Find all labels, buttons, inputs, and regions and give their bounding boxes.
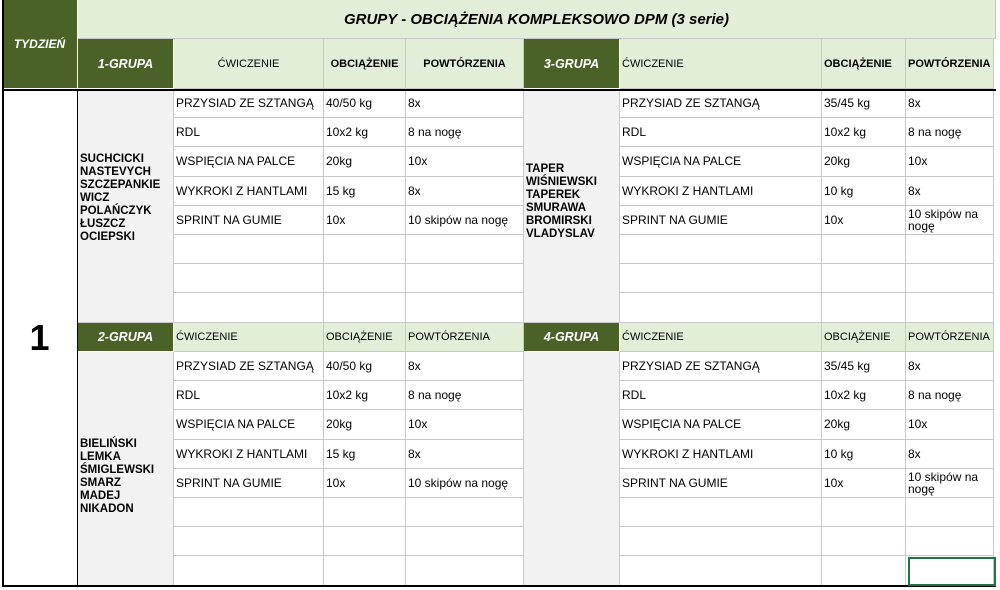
load-cell[interactable] (822, 235, 906, 264)
col-exercise-label: ĆWICZENIE (217, 57, 280, 70)
exercise-name: SPRINT NA GUMIE (622, 475, 728, 490)
exercise-cell[interactable] (620, 498, 822, 527)
reps-cell[interactable] (406, 469, 524, 498)
load-value: 10x2 kg (824, 125, 867, 140)
reps-value: 10x (908, 154, 928, 169)
reps-cell[interactable] (406, 264, 524, 293)
exercise-name: SPRINT NA GUMIE (176, 475, 282, 490)
exercise-cell[interactable] (620, 410, 822, 439)
load-value: 20kg (824, 417, 851, 432)
reps-cell[interactable] (406, 498, 524, 527)
group-3-members-list (80, 438, 154, 516)
reps-value: 8x (908, 96, 921, 111)
exercise-cell[interactable] (174, 235, 324, 264)
member-name: SMURAWA (526, 202, 587, 215)
load-cell[interactable] (822, 89, 906, 118)
load-cell[interactable] (822, 352, 906, 381)
group-2-members-list (526, 163, 597, 241)
exercise-cell[interactable] (620, 440, 822, 469)
reps-cell[interactable] (906, 177, 994, 206)
reps-value: 10 skipów na nogę (408, 212, 509, 227)
load-value: 15 kg (326, 446, 356, 461)
reps-cell[interactable] (906, 264, 994, 293)
group-4-col-exercise-header[interactable] (620, 323, 822, 352)
reps-cell[interactable] (906, 381, 994, 410)
load-cell[interactable] (822, 469, 906, 498)
col-exercise-label: ĆWICZENIE (622, 331, 684, 343)
exercise-cell[interactable] (620, 264, 822, 293)
col-exercise-label: ĆWICZENIE (622, 57, 684, 70)
col-reps-label: POWTÓRZENIA (908, 331, 990, 343)
exercise-cell[interactable] (620, 381, 822, 410)
exercise-name: PRZYSIAD ZE SZTANGĄ (176, 359, 314, 374)
exercise-name: WSPIĘCIA NA PALCE (176, 154, 296, 169)
exercise-name: WYKROKI Z HANTLAMI (622, 183, 754, 198)
member-name: NIKADON (80, 503, 134, 516)
load-cell[interactable] (822, 293, 906, 322)
load-cell[interactable] (324, 381, 406, 410)
col-load-label: OBCIĄŻENIE (326, 331, 393, 343)
col-load-label: OBCIĄŻENIE (824, 331, 891, 343)
member-name: VLADYSLAV (526, 228, 595, 241)
load-value: 10x (824, 475, 844, 490)
reps-value: 8x (408, 183, 421, 198)
group-3-col-reps-header[interactable] (406, 323, 524, 352)
group-2-name: 3-GRUPA (543, 56, 600, 71)
exercise-cell[interactable] (174, 410, 324, 439)
reps-cell[interactable] (906, 527, 994, 556)
exercise-name: RDL (176, 388, 201, 403)
group-4-members-cell[interactable] (524, 352, 620, 586)
load-cell[interactable] (822, 206, 906, 235)
exercise-name: WSPIĘCIA NA PALCE (622, 154, 742, 169)
load-cell[interactable] (324, 469, 406, 498)
reps-cell[interactable] (906, 440, 994, 469)
load-value: 10 kg (824, 446, 854, 461)
member-name: LEMKA (80, 451, 121, 464)
reps-cell[interactable] (406, 89, 524, 118)
load-cell[interactable] (324, 89, 406, 118)
load-value: 10x (326, 475, 346, 490)
group-4-col-reps-header[interactable] (906, 323, 994, 352)
exercise-cell[interactable] (620, 469, 822, 498)
reps-cell[interactable] (906, 410, 994, 439)
member-name: ŚMIGLEWSKI (80, 464, 155, 477)
reps-cell[interactable] (406, 118, 524, 147)
reps-value: 8 na nogę (908, 388, 962, 403)
week-header-cell[interactable] (2, 0, 78, 89)
exercise-name: WYKROKI Z HANTLAMI (176, 446, 308, 461)
group-1-name: 1-GRUPA (97, 56, 154, 71)
selected-cell-outline[interactable] (908, 557, 996, 586)
member-name: BROMIRSKI (526, 215, 592, 228)
load-value: 10x (326, 212, 346, 227)
load-cell[interactable] (324, 118, 406, 147)
reps-value: 8x (408, 446, 421, 461)
member-name: POLAŃCZYK (80, 204, 152, 217)
load-cell[interactable] (324, 235, 406, 264)
exercise-cell[interactable] (174, 177, 324, 206)
group-2-col-exercise-header[interactable] (620, 39, 822, 89)
reps-cell[interactable] (906, 352, 994, 381)
exercise-name: RDL (622, 388, 647, 403)
load-value: 40/50 kg (326, 96, 373, 111)
group-4-col-load-header[interactable] (822, 323, 906, 352)
group-1-header[interactable] (78, 39, 174, 89)
group-1-col-reps-header[interactable] (406, 39, 524, 89)
col-reps-label: POWTÓRZENIA (408, 331, 490, 343)
exercise-cell[interactable] (174, 352, 324, 381)
frame-top-border (2, 89, 996, 91)
load-cell[interactable] (324, 527, 406, 556)
load-value: 10x (824, 212, 844, 227)
exercise-cell[interactable] (620, 206, 822, 235)
load-cell[interactable] (822, 381, 906, 410)
group-2-col-reps-header[interactable] (906, 39, 994, 89)
reps-value: 8 na nogę (908, 125, 962, 140)
load-value: 35/45 kg (824, 96, 871, 111)
exercise-cell[interactable] (174, 118, 324, 147)
exercise-cell[interactable] (174, 89, 324, 118)
reps-cell[interactable] (906, 118, 994, 147)
group-1-members-cell[interactable] (78, 89, 174, 323)
reps-value: 8 na nogę (408, 125, 462, 140)
reps-value: 10 skipów na nogę (908, 206, 979, 233)
reps-value: 10 skipów na nogę (908, 469, 979, 496)
exercise-name: PRZYSIAD ZE SZTANGĄ (622, 359, 760, 374)
load-value: 10x2 kg (824, 388, 867, 403)
exercise-cell[interactable] (620, 147, 822, 176)
member-name: BIELIŃSKI (80, 438, 137, 451)
member-name: OCIEPSKI (80, 230, 135, 243)
load-value: 20kg (326, 417, 353, 432)
load-cell[interactable] (822, 527, 906, 556)
exercise-name: RDL (176, 125, 201, 140)
load-cell[interactable] (822, 440, 906, 469)
exercise-cell[interactable] (620, 352, 822, 381)
reps-value: 8x (408, 96, 421, 111)
reps-cell[interactable] (406, 527, 524, 556)
load-cell[interactable] (822, 498, 906, 527)
member-name: SZCZEPANKIE (80, 178, 161, 191)
group-3-col-exercise-header[interactable] (174, 323, 324, 352)
reps-cell[interactable] (406, 177, 524, 206)
sheet-title-cell[interactable] (78, 0, 996, 39)
load-value: 10 kg (824, 183, 854, 198)
exercise-cell[interactable] (174, 264, 324, 293)
reps-cell[interactable] (906, 498, 994, 527)
load-value: 15 kg (326, 183, 356, 198)
member-name: TAPER (526, 163, 565, 176)
exercise-cell[interactable] (174, 293, 324, 322)
exercise-cell[interactable] (620, 118, 822, 147)
load-value: 20kg (326, 154, 353, 169)
load-value: 40/50 kg (326, 359, 373, 374)
reps-cell[interactable] (906, 147, 994, 176)
load-cell[interactable] (822, 410, 906, 439)
group-4-header[interactable] (524, 323, 620, 352)
exercise-cell[interactable] (620, 235, 822, 264)
reps-cell[interactable] (406, 235, 524, 264)
reps-value: 10x (408, 154, 428, 169)
load-cell[interactable] (324, 498, 406, 527)
exercise-cell[interactable] (620, 556, 822, 585)
group-3-members-cell[interactable] (78, 352, 174, 586)
load-cell[interactable] (324, 440, 406, 469)
col-reps-label: POWTÓRZENIA (908, 57, 991, 70)
exercise-name: RDL (622, 125, 647, 140)
exercise-name: WYKROKI Z HANTLAMI (622, 446, 754, 461)
member-name: WIŚNIEWSKI (526, 176, 597, 189)
reps-cell[interactable] (906, 89, 994, 118)
load-cell[interactable] (324, 177, 406, 206)
load-cell[interactable] (324, 556, 406, 585)
exercise-cell[interactable] (174, 147, 324, 176)
reps-value: 8x (908, 446, 921, 461)
load-value: 10x2 kg (326, 125, 369, 140)
col-exercise-label: ĆWICZENIE (176, 331, 238, 343)
reps-value: 8x (408, 359, 421, 374)
load-cell[interactable] (324, 293, 406, 322)
member-name: ŁUSZCZ (80, 217, 126, 230)
group-1-col-load-header[interactable] (324, 39, 406, 89)
exercise-cell[interactable] (174, 498, 324, 527)
load-cell[interactable] (324, 352, 406, 381)
member-name: SMARZ (80, 477, 121, 490)
sheet-title: GRUPY - OBCIĄŻENIA KOMPLEKSOWO DPM (3 serie) (343, 10, 730, 28)
reps-value: 10 skipów na nogę (408, 475, 509, 490)
reps-cell[interactable] (406, 440, 524, 469)
member-name: SUCHCICKI (80, 152, 144, 165)
load-cell[interactable] (324, 206, 406, 235)
load-cell[interactable] (822, 118, 906, 147)
reps-value: 10x (408, 417, 428, 432)
exercise-cell[interactable] (620, 527, 822, 556)
week-number: 1 (29, 316, 50, 358)
exercise-cell[interactable] (174, 469, 324, 498)
exercise-name: SPRINT NA GUMIE (176, 212, 282, 227)
load-cell[interactable] (822, 264, 906, 293)
col-load-label: OBCIĄŻENIE (824, 57, 892, 70)
group-1-members-list (80, 153, 160, 244)
load-value: 10x2 kg (326, 388, 369, 403)
load-value: 35/45 kg (824, 359, 871, 374)
group-3-col-load-header[interactable] (324, 323, 406, 352)
exercise-cell[interactable] (620, 177, 822, 206)
exercise-cell[interactable] (174, 206, 324, 235)
load-cell[interactable] (822, 177, 906, 206)
reps-value: 8x (908, 183, 921, 198)
reps-cell[interactable] (906, 293, 994, 322)
col-load-label: OBCIĄŻENIE (330, 57, 399, 70)
exercise-name: SPRINT NA GUMIE (622, 212, 728, 227)
exercise-cell[interactable] (174, 527, 324, 556)
col-reps-label: POWTÓRZENIA (423, 57, 506, 70)
exercise-cell[interactable] (174, 381, 324, 410)
group-1-col-exercise-header[interactable] (174, 39, 324, 89)
reps-cell[interactable] (406, 352, 524, 381)
load-cell[interactable] (822, 147, 906, 176)
week-header-label: TYDZIEŃ (13, 37, 66, 51)
reps-cell[interactable] (906, 469, 994, 498)
reps-cell[interactable] (406, 206, 524, 235)
member-name: MADEJ (80, 490, 121, 503)
group-3-header[interactable] (78, 323, 174, 352)
exercise-name: WSPIĘCIA NA PALCE (176, 417, 296, 432)
group-3-name: 2-GRUPA (97, 330, 154, 344)
exercise-cell[interactable] (174, 556, 324, 585)
member-name: TAPEREK (526, 189, 581, 202)
load-cell[interactable] (324, 147, 406, 176)
exercise-name: PRZYSIAD ZE SZTANGĄ (622, 96, 760, 111)
reps-value: 10x (908, 417, 928, 432)
reps-value: 8x (908, 359, 921, 374)
reps-value: 8 na nogę (408, 388, 462, 403)
load-cell[interactable] (324, 264, 406, 293)
frame-bottom-border (2, 585, 996, 587)
exercise-name: WYKROKI Z HANTLAMI (176, 183, 308, 198)
member-name: WICZ (80, 191, 110, 204)
week-number-cell[interactable] (2, 89, 78, 587)
reps-cell[interactable] (406, 556, 524, 585)
group-2-col-load-header[interactable] (822, 39, 906, 89)
exercise-name: WSPIĘCIA NA PALCE (622, 417, 742, 432)
exercise-cell[interactable] (620, 89, 822, 118)
group-2-header[interactable] (524, 39, 620, 89)
reps-cell[interactable] (906, 206, 994, 235)
exercise-cell[interactable] (174, 440, 324, 469)
load-cell[interactable] (324, 410, 406, 439)
reps-cell[interactable] (406, 381, 524, 410)
exercise-cell[interactable] (620, 293, 822, 322)
reps-cell[interactable] (406, 293, 524, 322)
reps-cell[interactable] (406, 147, 524, 176)
load-value: 20kg (824, 154, 851, 169)
load-cell[interactable] (822, 556, 906, 585)
group-4-name: 4-GRUPA (543, 330, 600, 344)
member-name: NASTEVYCH (80, 165, 151, 178)
reps-cell[interactable] (906, 235, 994, 264)
exercise-name: PRZYSIAD ZE SZTANGĄ (176, 96, 314, 111)
group-2-members-cell[interactable] (524, 89, 620, 323)
reps-cell[interactable] (406, 410, 524, 439)
